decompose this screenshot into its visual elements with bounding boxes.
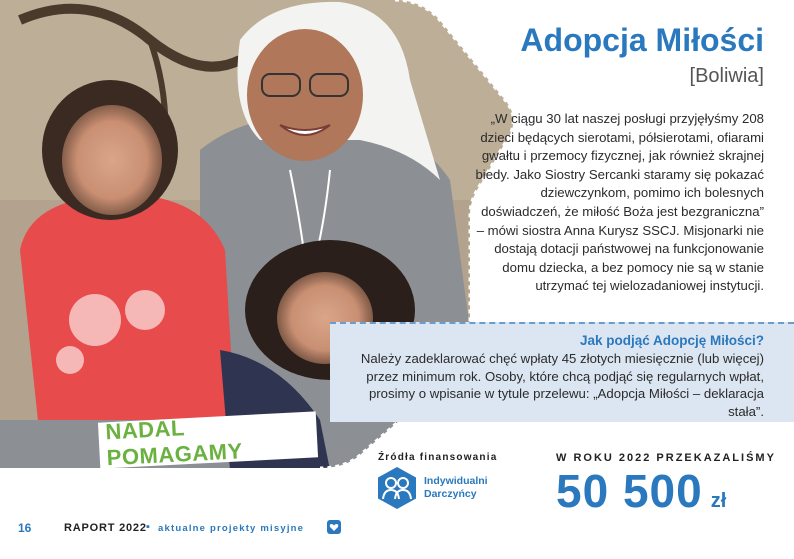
section-name: aktualne projekty misyjne (158, 523, 305, 534)
footer-separator: ▪ (146, 521, 150, 533)
amount-value: 50 500 (556, 465, 703, 517)
total-amount (556, 464, 726, 518)
badge-line-2: Darczyńcy (424, 488, 477, 500)
heart-logo-icon (326, 519, 342, 535)
quote-paragraph: „W ciągu 30 lat naszej posługi przyjęłyśmy 208 dzieci będących sierotami, półsierotami, ofiarami gwałtu i przemocy fizycznej, jak również skrajnej biedy. Jako Siostry Sercanki staramy się pokazać dziewczynkom, pomimo ich bolesnych doświadczeń, że miłość Boża jest bezgraniczna” – mówi siostra Anna Kurysz SSCJ. Misjonarki nie dostają dotacji państwowej na funkcjonowanie domu dziecka, a bez pomocy nie są w stanie utrzymać tej wielozadaniowej instytucji. (475, 111, 764, 294)
funding-label: Źródła finansowania (378, 452, 498, 463)
howto-body: Należy zadeklarować chęć wpłaty 45 złotych miesięcznie (lub więcej) przez minimum rok. Osoby, które chcą podjąć się regularnych wpłat, prosimy o wpisanie w tytule przelewu: „Adopcja Miłości – deklaracja stała”. (360, 351, 764, 419)
report-title: RAPORT 2022 (64, 522, 147, 534)
amount-currency: zł (710, 490, 727, 512)
donors-icon (376, 466, 418, 510)
badge-line-1: Indywidualni (424, 475, 488, 487)
page-title: Adopcja Miłości (520, 22, 764, 58)
howto-panel (330, 322, 794, 422)
country-subtitle: [Boliwia] (689, 65, 764, 87)
sticker-text: NADAL POMAGAMY (105, 419, 310, 462)
page-number: 16 (18, 521, 32, 535)
howto-title: Jak podjąć Adopcję Miłości? (579, 333, 764, 348)
nadal-pomagamy-sticker (101, 414, 315, 471)
total-label: W ROKU 2022 PRZEKAZALIŚMY (556, 452, 776, 464)
funding-badge (376, 466, 488, 510)
page-footer (0, 518, 794, 542)
